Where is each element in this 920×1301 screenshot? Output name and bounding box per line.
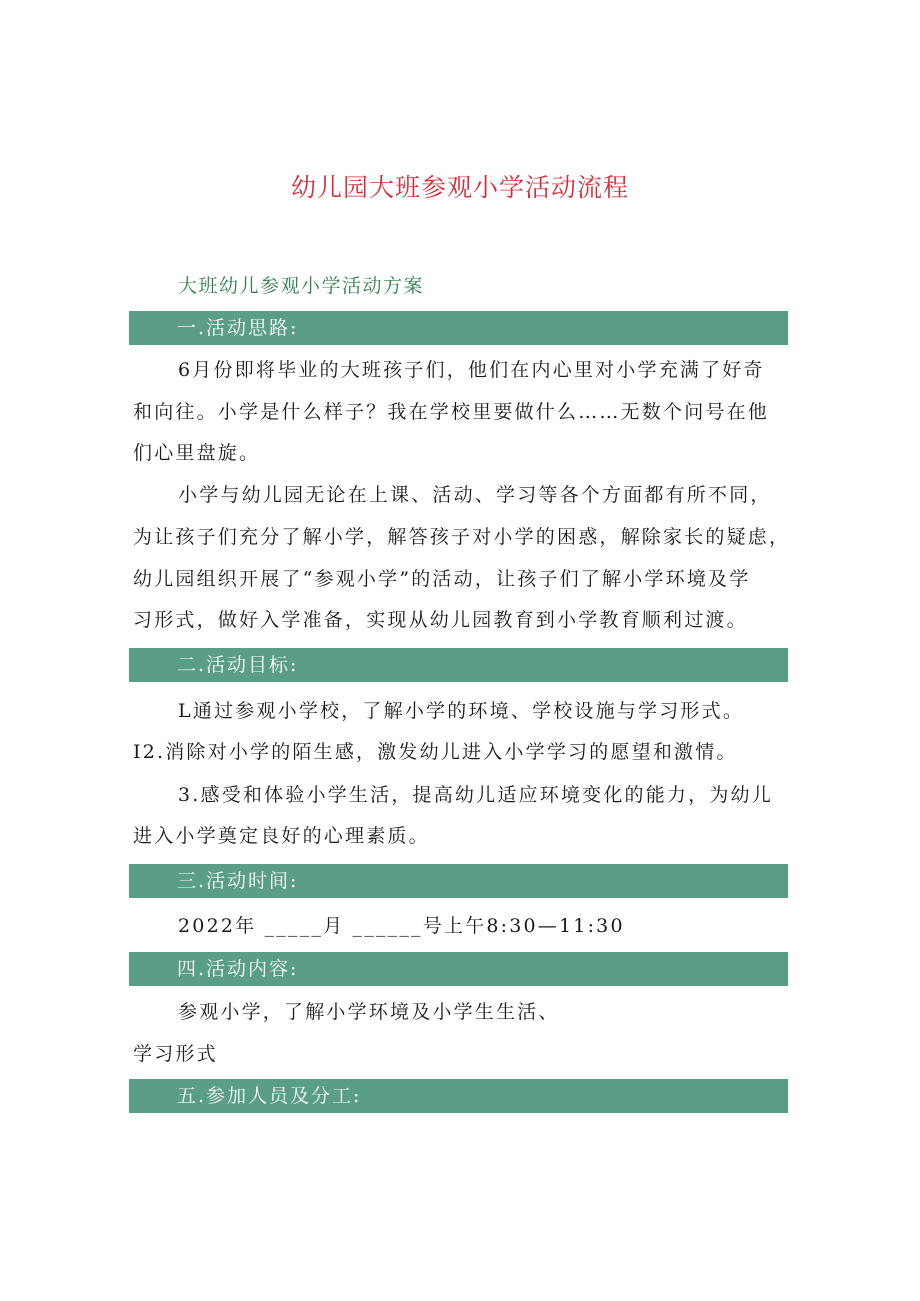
document-title: 幼儿园大班参观小学活动流程 (290, 173, 629, 202)
paragraph-line: 2022年 _____月 ______号上午8:30—11:30 (178, 915, 625, 937)
paragraph-line: 幼儿园组织开展了“参观小学”的活动，让孩子们了解小学环境及学 (133, 568, 751, 590)
paragraph-line: 习形式，做好入学准备，实现从幼儿园教育到小学教育顺利过渡。 (133, 609, 748, 631)
section-heading-4: 四.活动内容: (129, 952, 788, 986)
section-heading-3: 三.活动时间: (129, 864, 788, 898)
paragraph-line: 进入小学奠定良好的心理素质。 (133, 825, 430, 847)
paragraph-line: 学习形式 (133, 1043, 218, 1065)
paragraph-line: 6月份即将毕业的大班孩子们，他们在内心里对小学充满了好奇 (178, 359, 765, 381)
paragraph-line: 3.感受和体验小学生活，提高幼儿适应环境变化的能力，为幼儿 (178, 784, 773, 806)
section-heading-5: 五.参加人员及分工: (129, 1079, 788, 1113)
document-subtitle: 大班幼儿参观小学活动方案 (178, 275, 425, 297)
paragraph-line: 小学与幼儿园无论在上课、活动、学习等各个方面都有所不同， (178, 484, 772, 506)
section-heading-1: 一.活动思路: (129, 311, 788, 345)
paragraph-line: L通过参观小学校，了解小学的环境、学校设施与学习形式。 (178, 700, 745, 722)
paragraph-line: 为让孩子们充分了解小学，解答孩子对小学的困惑，解除家长的疑虑， (133, 526, 791, 548)
paragraph-line: I2.消除对小学的陌生感，激发幼儿进入小学学习的愿望和激情。 (133, 741, 738, 763)
paragraph-line: 参观小学，了解小学环境及小学生生活、 (178, 1001, 560, 1023)
section-heading-2: 二.活动目标: (129, 648, 788, 682)
paragraph-line: 和向往。小学是什么样子？我在学校里要做什么……无数个问号在他 (133, 401, 770, 423)
paragraph-line: 们心里盘旋。 (133, 442, 261, 464)
